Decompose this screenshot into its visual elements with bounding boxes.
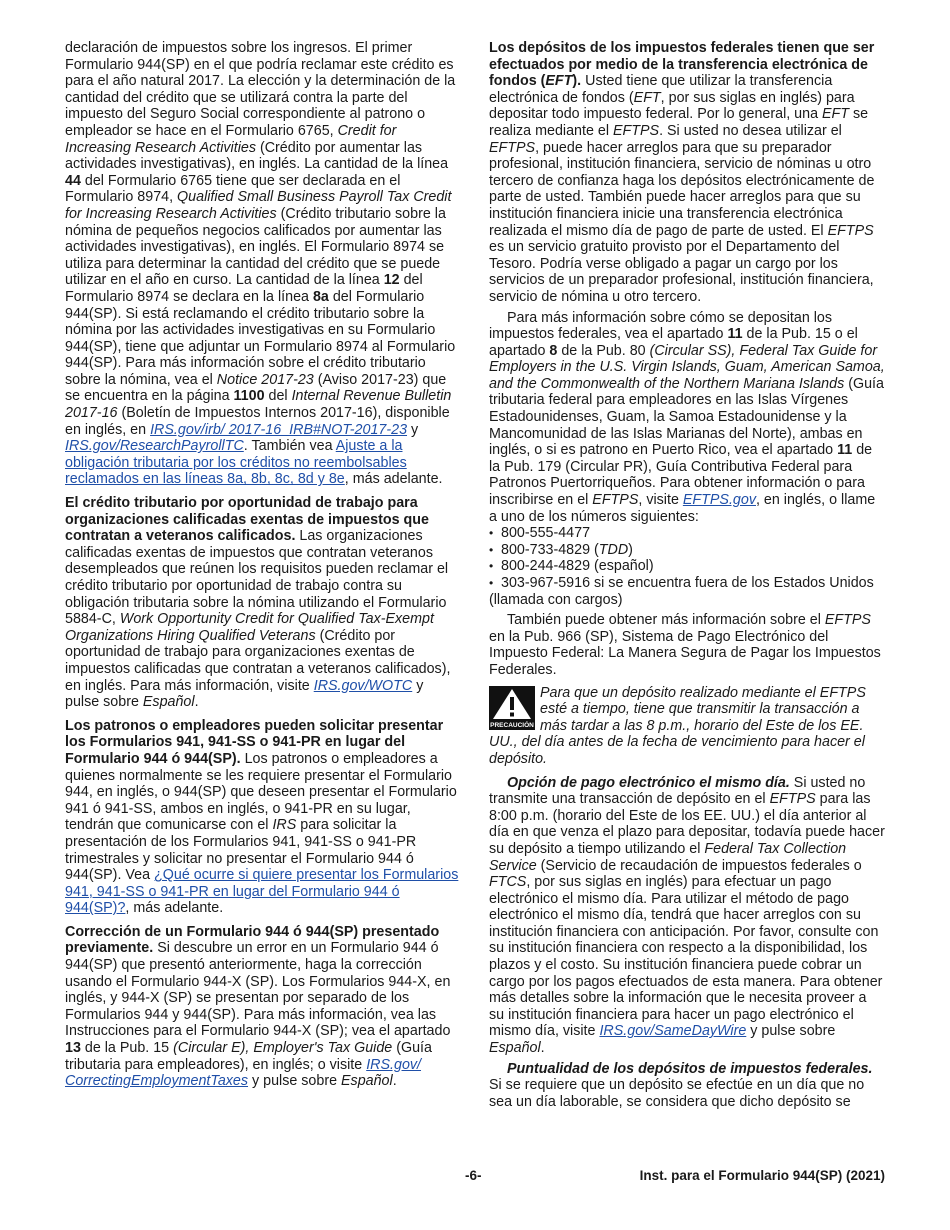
text-run: , por sus siglas en inglés) para depositar todo impuesto federal. Por lo general, una <box>489 89 855 123</box>
form-941-request-paragraph <box>65 718 460 917</box>
text-run: y pulse sobre <box>746 1023 836 1040</box>
text-run: es un servicio gratuito provisto por el Departamento del Tesoro. Podría verse obligado a pagar un cargo por los servicios de un preparador profesional, institución financiera, servicio de nómina u otro tercero. <box>489 239 874 305</box>
text-run: El crédito tributario por oportunidad de trabajo para organizaciones calificadas exentas de impuestos que contratan a veteranos calificados. <box>65 495 429 545</box>
text-run: 800-555-4477 <box>501 525 591 542</box>
text-link[interactable]: ¿Qué ocurre si quiere presentar los Formularios 941, 941-SS o 941-PR en lugar del Formulario 944 ó 944(SP)? <box>65 867 459 917</box>
text-run: . <box>392 1073 397 1090</box>
text-run: ). <box>572 73 582 90</box>
credit-research-paragraph <box>65 40 460 488</box>
text-run: 13 <box>65 1040 81 1057</box>
text-run: 800-244-4829 (español) <box>501 558 654 575</box>
right-column <box>489 40 885 1110</box>
text-run: 44 <box>65 172 81 189</box>
text-run: Para más información sobre cómo se depositan los impuestos federales, vea el apartado <box>489 309 833 343</box>
eftps-info-paragraph <box>489 612 885 678</box>
text-run: , más adelante. <box>125 900 224 917</box>
text-run: para solicitar la presentación de los Formularios 941, 941-SS o 941-PR trimestrales y solicitar no presentar el Formulario 944 ó 944(SP). Vea <box>65 817 417 884</box>
text-run: EFTPS <box>769 791 816 808</box>
text-run: (Crédito tributario sobre la nómina de pequeños negocios calificados por aumentar las actividades investigativas), en inglés. El Formulario 8974 se utiliza para determinar la cantidad del crédito que se puede utilizar en el año en curso. La cantidad de la línea <box>65 205 446 289</box>
text-run: para las 8:00 p.m. (horario del Este de los EE. UU.) el día anterior al día en que venza el plazo para depositar, todavía puede hacer su depósito a tiempo utilizando el <box>489 791 885 857</box>
text-run: del Formulario 6765 tiene que ser declarada en el Formulario 8974, <box>65 172 401 206</box>
text-run: EFTPS <box>489 139 536 156</box>
deposit-info-paragraph <box>489 310 885 526</box>
text-run: (Circular SS), Federal Tax Guide for Employers in the U.S. Virgin Islands, Guam, American Samoa, and the Commonwealth of the Northern Mariana Islands <box>489 342 885 392</box>
text-run: y pulse sobre <box>248 1073 342 1090</box>
text-run: EFTPS <box>819 684 866 701</box>
text-run: (Crédito por oportunidad de trabajo para organizaciones exentas de impuestos calificadas que contratan a veteranos calificados), en inglés. Para más información, visite <box>65 627 451 694</box>
text-run: EFTPS <box>824 612 871 629</box>
text-run: . Si usted no desea utilizar el <box>659 122 842 139</box>
text-run: UU., del día antes de la fecha de vencimiento para hacer el depósito. <box>489 734 865 767</box>
text-run: Si se requiere que un depósito se efectúe en un día que no sea un día laborable, se considera que dicho depósito se <box>489 1077 865 1110</box>
text-run: Para que un depósito realizado mediante el <box>540 684 820 701</box>
text-link[interactable]: EFTPS.gov <box>682 492 756 509</box>
same-day-payment-paragraph <box>489 775 885 1057</box>
text-run: EFTPS <box>827 222 874 239</box>
text-run: declaración de impuestos sobre los ingresos. El primer Formulario 944(SP) en el que podría reclamar este crédito es para el año natural 2017. La elección y la determinación de la cantidad del crédito que se utilizará contra la parte del impuesto del Seguro Social correspondiente al patrono o empleador se hace en el Formulario 6765, <box>65 40 456 139</box>
text-run: Español <box>142 694 195 711</box>
text-run: Notice 2017-23 <box>216 371 314 388</box>
text-run: (Circular E), Employer's Tax Guide <box>173 1040 393 1057</box>
text-run: Federal Tax Collection Service <box>489 840 847 874</box>
text-run: (Crédito por aumentar las actividades investigativas), en inglés. La cantidad de la línea <box>65 139 449 173</box>
text-run: . <box>540 1040 545 1057</box>
caution-label: PRECAUCIÓN <box>490 721 534 729</box>
text-link[interactable]: IRS.gov/WOTC <box>313 677 413 694</box>
text-link[interactable]: Ajuste a la obligación tributaria por los créditos no reembolsables reclamados en las líneas 8a, 8b, 8c, 8d y 8e <box>65 438 407 488</box>
text-run: 1100 <box>233 388 265 405</box>
text-run: IRS <box>272 817 297 834</box>
form-title-footer: Inst. para el Formulario 944(SP) (2021) <box>639 1168 885 1183</box>
text-run: Qualified Small Business Payroll Tax Credit for Increasing Research Activities <box>65 189 452 222</box>
text-run: (Servicio de recaudación de impuestos federales o <box>536 857 862 874</box>
text-run: de la Pub. 15 <box>80 1040 174 1057</box>
text-run: También puede obtener más información sobre el <box>507 612 825 629</box>
caution-text-rest <box>489 734 885 767</box>
text-run: , más adelante. <box>344 471 443 488</box>
text-run: Work Opportunity Credit for Qualified Tax-Exempt Organizations Hiring Qualified Veterans <box>65 611 434 644</box>
text-link[interactable]: IRS.gov/SameDayWire <box>599 1023 747 1040</box>
text-run: EFTPS <box>592 492 639 509</box>
caution-warning-icon <box>489 686 535 730</box>
text-run: ) <box>628 541 633 558</box>
text-run: 8 <box>549 342 558 359</box>
text-run: , en inglés, o llame a uno de los números siguientes: <box>489 492 876 525</box>
deposit-timeliness-paragraph <box>489 1061 885 1111</box>
text-run: , puede hacer arreglos para que su preparador profesional, institución financiera, servicio de nóminas u otro tercero de confianza haga los depósitos electrónicamente de parte de usted. También puede hacer arreglos para que su institución financiera inicie una transferencia electrónica realizada el mismo día de pago de parte de usted. El <box>489 139 875 239</box>
text-run: del <box>264 388 292 405</box>
text-run: 8a <box>312 288 329 305</box>
text-run: Internal Revenue Bulletin 2017-16 <box>65 388 452 422</box>
eft-deposits-paragraph <box>489 40 885 306</box>
text-run: Español <box>489 1040 541 1057</box>
text-run: Los depósitos de los impuestos federales tienen que ser efectuados por medio de la transferencia electrónica de fondos ( <box>489 40 875 90</box>
phone-item <box>489 525 885 542</box>
text-run: . También vea <box>243 438 336 455</box>
text-run: Puntualidad de los depósitos de impuestos federales. <box>507 1060 873 1077</box>
phone-item <box>489 558 885 575</box>
text-run: en la Pub. 966 (SP), Sistema de Pago Electrónico del Impuesto Federal: La Manera Segura de Pagar los Impuestos Federales. <box>489 628 881 678</box>
text-run: y pulse sobre <box>65 677 424 711</box>
text-link[interactable]: IRS.gov/ResearchPayrollTC <box>65 438 244 455</box>
phone-list <box>489 525 885 608</box>
text-run: Corrección de un Formulario 944 ó 944(SP) presentado previamente. <box>65 923 440 957</box>
text-run: Los patronos o empleadores pueden solicitar presentar los Formularios 941, 941-SS o 941-PR en lugar del Formulario 944 ó 944(SP). <box>65 717 444 767</box>
text-run: , por sus siglas en inglés) para efectuar un pago electrónico el mismo día. Para utilizar el método de pago electrónico el mismo día, tendrá que hacer arreglos con su institución financiera con anticipación. Por favor, consulte con su institución financiera con respecto a la disponibilidad, los plazos y el costo. Su institución financiera puede cobrar un cargo por los pagos efectuados de esta manera. Para obtener más detalles sobre la información que le necesita proveer a su institución financiera para hacer un pago electrónico el mismo día, visite <box>489 874 883 1040</box>
text-run: (Guía tributaria para empleadores), en inglés; o visite <box>65 1040 432 1073</box>
text-run: 800-733-4829 ( <box>501 541 599 558</box>
phone-item <box>489 542 885 559</box>
text-run: . <box>194 694 199 711</box>
text-run: Si usted no transmite una transacción de depósito en el <box>489 774 866 808</box>
caution-text-first <box>540 685 885 735</box>
text-run: EFT <box>822 106 850 123</box>
text-link[interactable]: IRS.gov/irb/ 2017-16_IRB#NOT-2017-23 <box>150 421 408 438</box>
text-run: del Formulario 944(SP). Si está reclamando el crédito tributario sobre la nómina por las actividades investigativas en su Formulario 944(SP), tiene que adjuntar un Formulario 8974 al Formulario 944(SP). Para más información sobre el crédito tributario sobre la nómina, vea el <box>65 288 456 388</box>
text-run: TDD <box>598 541 629 558</box>
text-run: 11 <box>837 442 853 459</box>
text-run: y <box>407 421 419 438</box>
text-run: de la Pub. 179 (Circular PR), Guía Contributiva Federal para Patronos Puertorriqueños. Para obtener información o para inscribirse en el <box>489 442 873 509</box>
text-run: del Formulario 8974 se declara en la línea <box>65 272 423 305</box>
text-run: Español <box>341 1073 393 1090</box>
text-run: FTCS <box>489 874 527 891</box>
text-run: EFT <box>545 73 573 90</box>
text-run: 12 <box>383 272 400 289</box>
phone-item <box>489 575 885 608</box>
text-run: esté a tiempo, tiene que transmitir la transacción a más tardar a las 8 p.m., horario del Este de los EE. <box>540 701 864 734</box>
text-link[interactable]: IRS.gov/ CorrectingEmploymentTaxes <box>65 1056 422 1090</box>
text-run: se realiza mediante el <box>489 106 869 139</box>
text-run: 11 <box>727 326 743 343</box>
text-run: Si descubre un error en un Formulario 944 ó 944(SP) que presentó anteriormente, haga la corrección usando el Formulario 944-X (SP). Los Formularios 944-X, en inglés, y 944-X (SP) se presentan por separado de los Formularios 944 y 944(SP). Para más información, vea las Instrucciones para el Formulario 944-X (SP); vea el apartado <box>65 940 451 1040</box>
text-run: 303-967-5916 si se encuentra fuera de los Estados Unidos (llamada con cargos) <box>489 575 874 608</box>
text-run: Los patronos o empleadores a quienes normalmente se les requiere presentar el Formulario 944, en inglés, o 944(SP) que deseen presentar el Formulario 941 ó 941-SS, ambos en inglés, o 941-PR en su lugar, tendrán que comunicarse con el <box>65 750 457 834</box>
text-run: EFT <box>633 89 661 106</box>
text-run: de la Pub. 80 <box>557 342 650 359</box>
text-run: Las organizaciones calificadas exentas de impuestos que contratan veteranos desempleados que reúnen los requisitos pueden reclamar el crédito tributario por oportunidad de trabajo contra su obligación tributaria sobre la nómina utilizando el Formulario 5884-C, <box>65 528 449 628</box>
text-run: Opción de pago electrónico el mismo día. <box>507 774 790 791</box>
text-run: Credit for Increasing Research Activities <box>65 122 397 156</box>
caution-note <box>489 685 885 735</box>
page-number: -6- <box>465 1168 482 1183</box>
text-run: EFTPS <box>612 122 660 139</box>
correction-paragraph <box>65 924 460 1090</box>
text-run: (Guía tributaria federal para empleadores en las Islas Vírgenes Estadounidenses, Guam, la Samoa Estadounidense y la Mancomunidad de las Islas Marianas del Norte), ambas en inglés, o si es patrono en Puerto Rico, vea el apartado <box>489 375 884 459</box>
text-run: (Aviso 2017-23) que se encuentra en la página <box>65 371 447 405</box>
wotc-paragraph <box>65 495 460 711</box>
left-column <box>65 40 460 1090</box>
text-run: , visite <box>638 492 683 509</box>
text-run: (Boletín de Impuestos Internos 2017-16), disponible en inglés, en <box>65 405 450 438</box>
text-run: Usted tiene que utilizar la transferencia electrónica de fondos ( <box>489 73 833 106</box>
text-run: de la Pub. 15 o el apartado <box>489 326 858 359</box>
